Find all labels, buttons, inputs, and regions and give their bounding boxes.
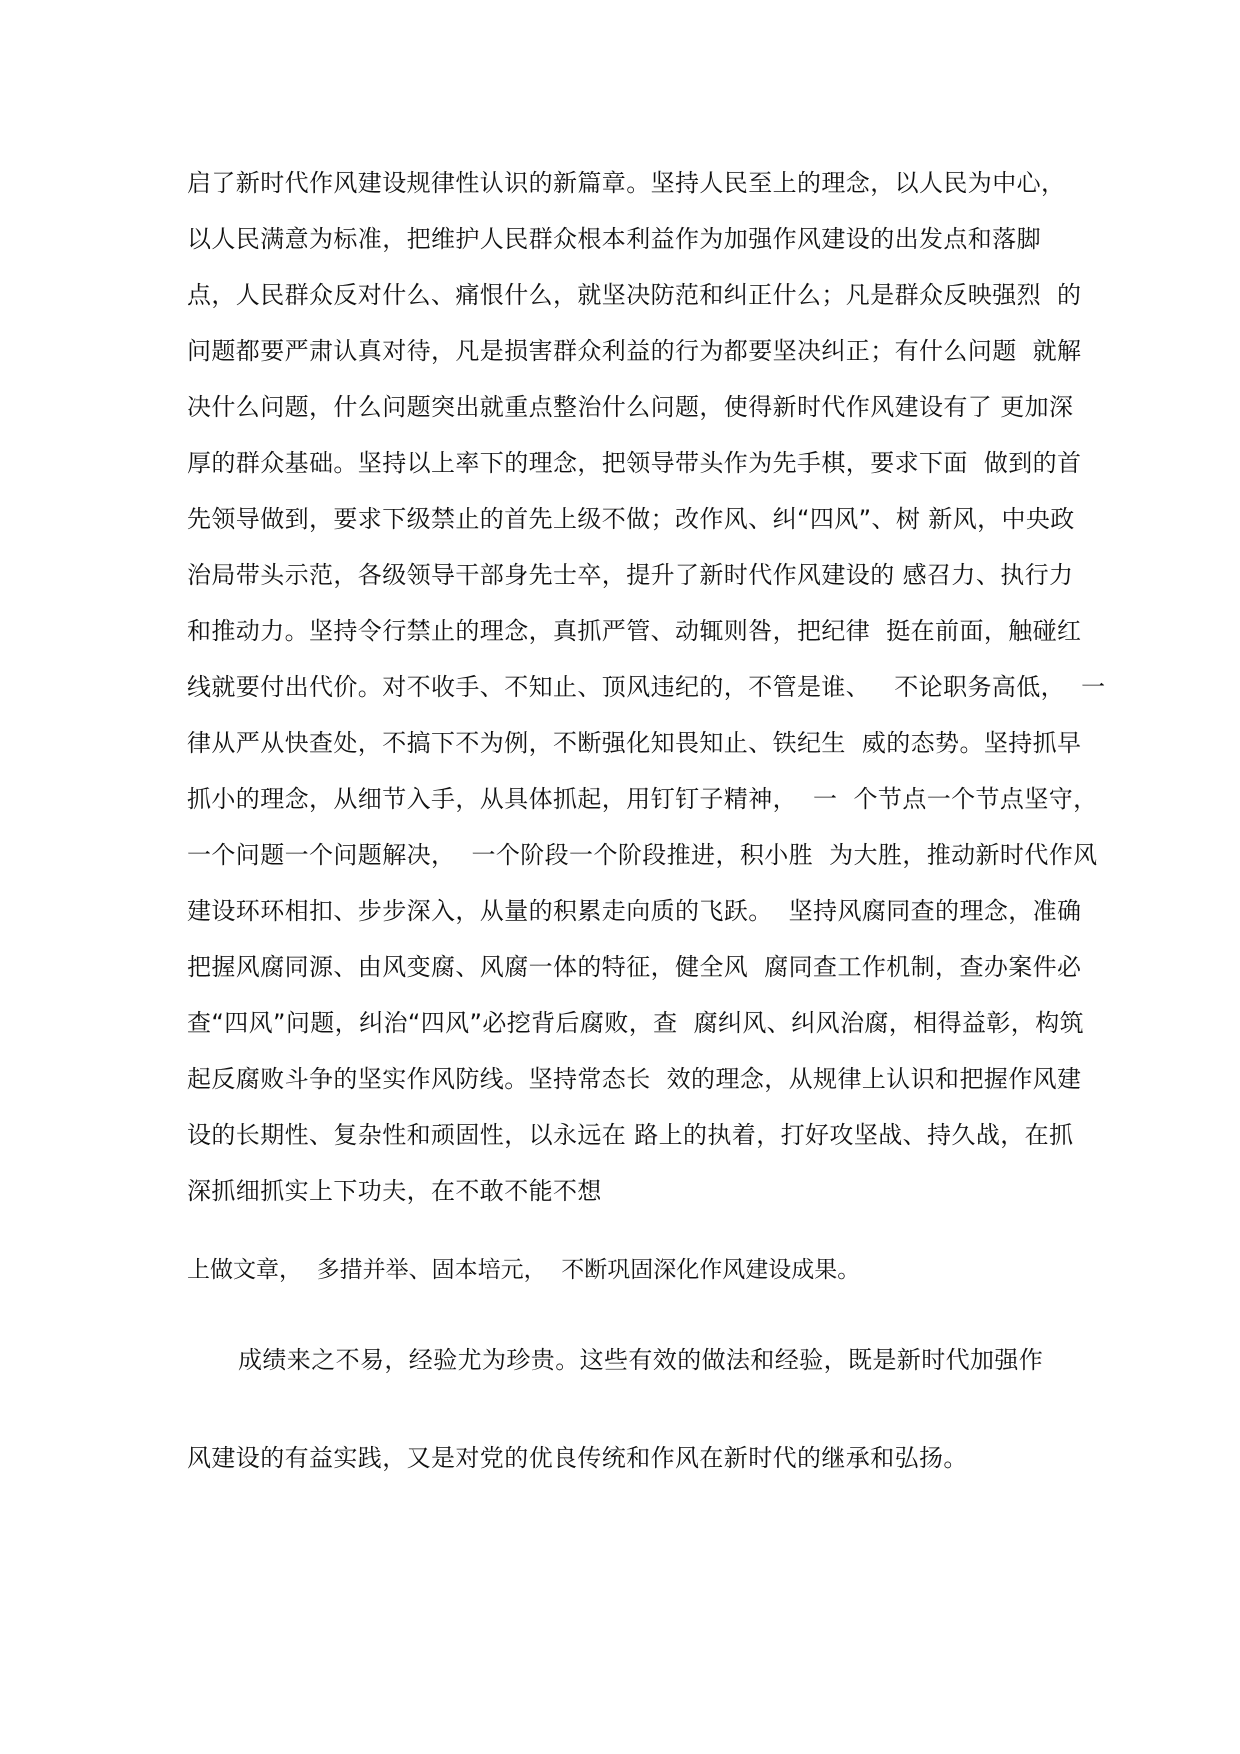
paragraph-1-line-18: 设的长期性、复杂性和顽固性，以永远在 路上的执着，打好攻坚战、持久战，在抓 <box>187 1121 1074 1149</box>
continuation-line: 上做文章， 多措并举、固本培元， 不断巩固深化作风建设成果。 <box>187 1257 861 1283</box>
paragraph-1-line-12: 抓小的理念，从细节入手，从具体抓起，用钉钉子精神， 一 个节点一个节点坚守， <box>187 785 1098 813</box>
paragraph-1-line-16: 查“四风”问题，纠治“四风”必挖背后腐败，查 腐纠风、纠风治腐，相得益彰，构筑 <box>187 1009 1084 1037</box>
paragraph-1-line-8: 治局带头示范，各级领导干部身先士卒，提升了新时代作风建设的 感召力、执行力 <box>187 561 1074 589</box>
paragraph-1-line-10: 线就要付出代价。对不收手、不知止、顶风违纪的，不管是谁、 不论职务高低， 一 <box>187 673 1106 701</box>
paragraph-1-line-5: 决什么问题，什么问题突出就重点整治什么问题，使得新时代作风建设有了 更加深 <box>187 393 1074 421</box>
paragraph-1-line-4: 问题都要严肃认真对待，凡是损害群众利益的行为都要坚决纠正；有什么问题 就解 <box>187 337 1082 365</box>
paragraph-1-line-9: 和推动力。坚持令行禁止的理念，真抓严管、动辄则咎，把纪律 挺在前面，触碰红 <box>187 617 1082 645</box>
paragraph-1-line-7: 先领导做到，要求下级禁止的首先上级不做；改作风、纠“四风”、树 新风，中央政 <box>187 505 1075 533</box>
paragraph-2-line-1: 成绩来之不易，经验尤为珍贵。这些有效的做法和经验，既是新时代加强作 <box>238 1346 1044 1374</box>
paragraph-1-line-3: 点，人民群众反对什么、痛恨什么，就坚决防范和纠正什么；凡是群众反映强烈 的 <box>187 281 1082 309</box>
paragraph-2-line-2: 风建设的有益实践，又是对党的优良传统和作风在新时代的继承和弘扬。 <box>187 1444 968 1472</box>
paragraph-1-line-17: 起反腐败斗争的坚实作风防线。坚持常态长 效的理念，从规律上认识和把握作风建 <box>187 1065 1082 1093</box>
paragraph-1-line-2: 以人民满意为标准，把维护人民群众根本利益作为加强作风建设的出发点和落脚 <box>187 225 1041 253</box>
paragraph-1-line-14: 建设环环相扣、步步深入，从量的积累走向质的飞跃。 坚持风腐同查的理念，准确 <box>187 897 1082 925</box>
paragraph-1-line-15: 把握风腐同源、由风变腐、风腐一体的特征，健全风 腐同查工作机制，查办案件必 <box>187 953 1082 981</box>
paragraph-1-line-19: 深抓细抓实上下功夫，在不敢不能不想 <box>187 1177 602 1205</box>
paragraph-1-line-11: 律从严从快查处，不搞下不为例，不断强化知畏知止、铁纪生 威的态势。坚持抓早 <box>187 729 1082 757</box>
paragraph-1-line-13: 一个问题一个问题解决， 一个阶段一个阶段推进，积小胜 为大胜，推动新时代作风 <box>187 841 1098 869</box>
paragraph-1-line-6: 厚的群众基础。坚持以上率下的理念，把领导带头作为先手棋，要求下面 做到的首 <box>187 449 1082 477</box>
paragraph-1-line-1: 启了新时代作风建设规律性认识的新篇章。坚持人民至上的理念，以人民为中心， <box>187 169 1066 197</box>
